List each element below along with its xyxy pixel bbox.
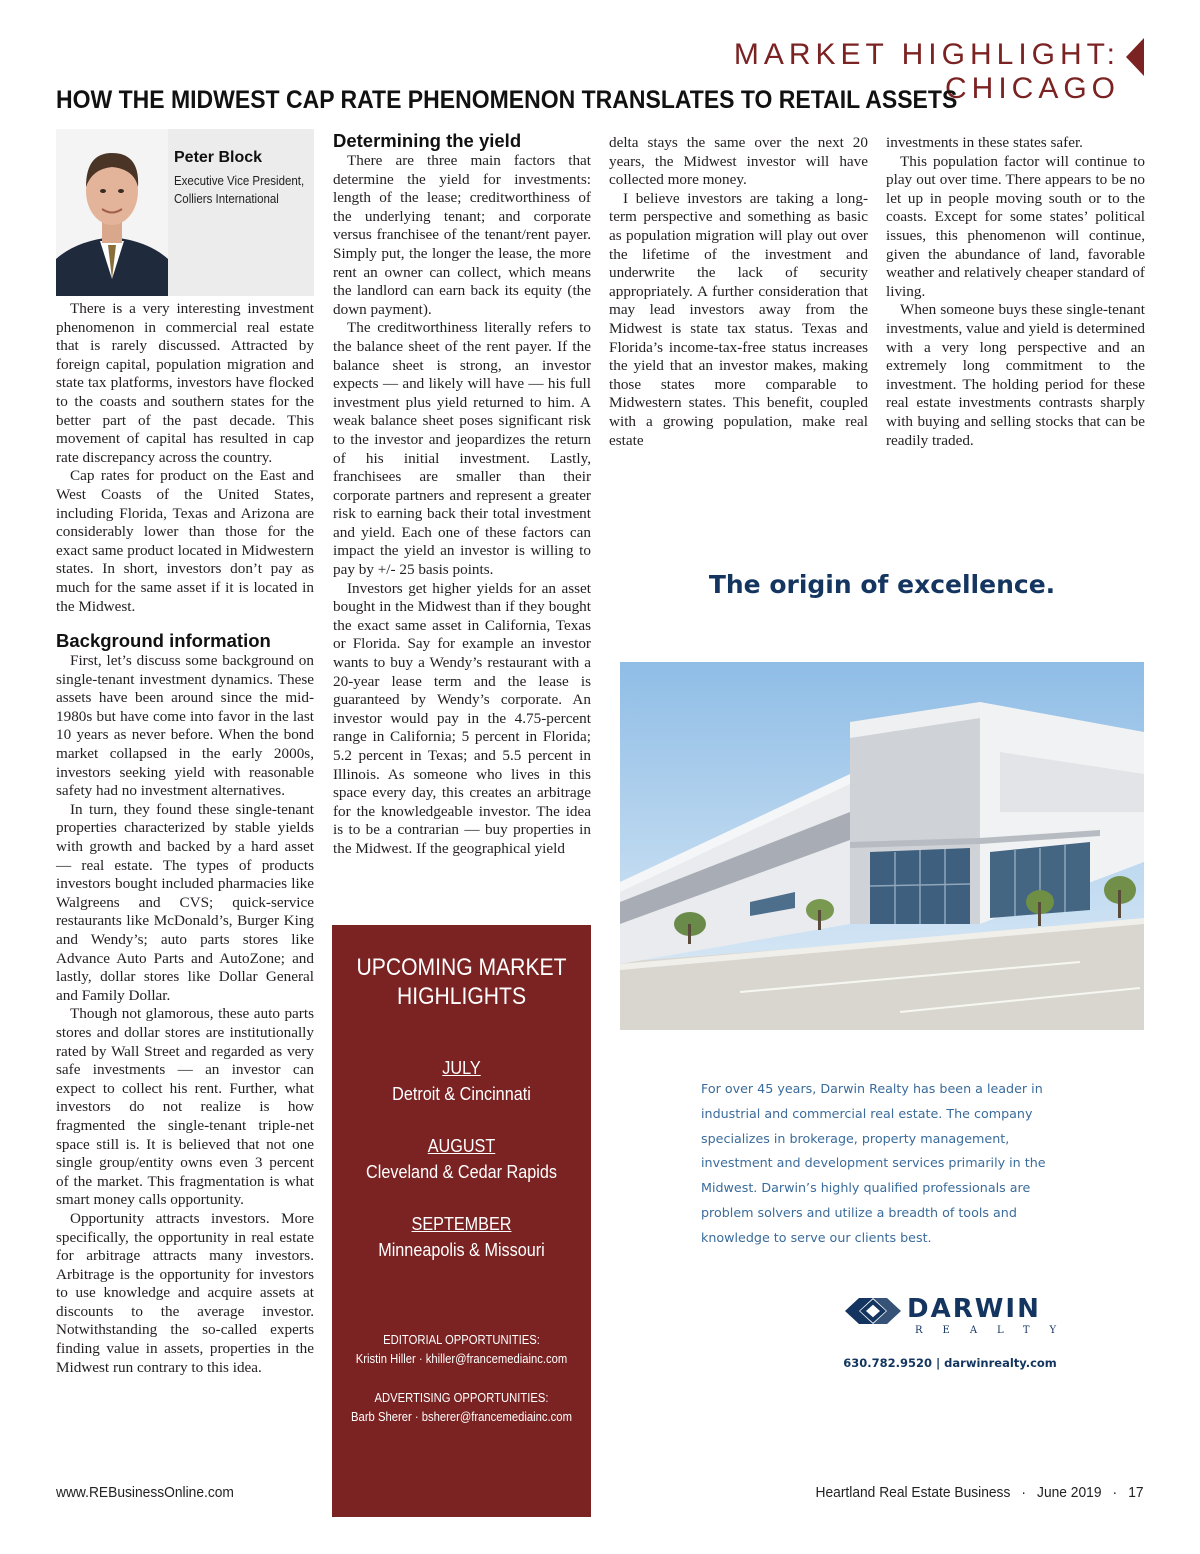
upcoming-month: AUGUST — [427, 1136, 496, 1156]
logo-subtitle: REALTY — [915, 1325, 1077, 1336]
article-column-2 — [333, 130, 591, 859]
footer-separator: · — [1021, 1484, 1027, 1501]
footer-publication: Heartland Real Estate Business — [815, 1484, 1011, 1501]
logo-wordmark: DARWIN — [907, 1294, 1041, 1324]
section-arrow-icon — [1126, 38, 1144, 76]
upcoming-city: Detroit & Cincinnati — [392, 1084, 531, 1104]
ad-building-photo — [620, 662, 1144, 1030]
article-column-3 — [609, 134, 868, 450]
section-tag: MARKET HIGHLIGHT: CHICAGO — [733, 38, 1120, 105]
paragraph: I believe investors are taking a long-term perspective and something as basic as population migration will play out over the lifetime of the investment and underwrite the lack of security appropriately. A further consideration that may lead investors away from the Midwest is state tax status. Texas and Florida’s income-tax-free status increases the yield that an investor makes, making those states more comparable to Midwestern states. This benefit, coupled with a growing population, make real estate — [609, 189, 868, 449]
upcoming-title-line: UPCOMING MARKET — [356, 954, 567, 981]
paragraph: In turn, they found these single-tenant properties characterized by stable yields with growth and backed by a hard asset — real estate. The types of products investors bought included pharmacies like Walgreens and CVS; quick-service restaurants like McDonald’s, Burger King and Wendy’s; auto parts stores like Advance Auto Parts and AutoZone; and lastly, dollar stores like Dollar General and Family Dollar. — [56, 800, 314, 1004]
editorial-label: EDITORIAL OPPORTUNITIES: — [383, 1333, 540, 1347]
article-headline: HOW THE MIDWEST CAP RATE PHENOMENON TRANSLATES TO RETAIL ASSETS — [56, 86, 958, 114]
upcoming-title — [348, 953, 576, 1011]
paragraph: Investors get higher yields for an asset bought in the Midwest than if they bought the exact same asset in California, Texas or Florida. Say for example an investor wants to buy a Wendy’s restaurant with a 20-year lease term and the lease is guaranteed by Wendy’s corporate. An investor would pay in the 4.75-percent range in California; 5 percent in Florida; 5.2 percent in Texas; and 5.5 percent in Illinois. As someone who lives in this space every day, this creates an arbitrage for the knowledgeable investor. The idea is to be a contrarian — buy properties in the Midwest. If the geographical yield — [333, 579, 591, 857]
article-column-1 — [56, 300, 314, 1377]
paragraph: This population factor will continue to play out over time. There appears to be no let up in people moving south or to the coasts. Except for some states’ political issues, this phenomenon will continue, given the abundance of land, favorable weather and relatively cheaper standard of living. — [886, 152, 1145, 300]
paragraph: First, let’s discuss some background on single-tenant investment dynamics. These assets have been around since the mid-1980s but have come into favor in the last 10 years as never before. When the bond market collapsed in the early 2000s, investors seeking yield with reasonable safety had no investment alternatives. — [56, 652, 314, 800]
subheading-yield: Determining the yield — [333, 130, 522, 151]
paragraph: Though not glamorous, these auto parts stores and dollar stores are institutionally rated by Wall Street and regarded as very safe investments — an investor can expect to collect his rent. Further, what investors do not realize is how fragmented the single-tenant triple-net space still is. It is believed that not one single group/entity owns even 3 percent of the market. This fragmentation is what smart money calls opportunity. — [56, 1005, 314, 1209]
advertising-label: ADVERTISING OPPORTUNITIES: — [374, 1391, 549, 1405]
article-column-4 — [886, 134, 1145, 450]
ad-tagline: The origin of excellence. — [708, 570, 1056, 599]
paragraph: When someone buys these single-tenant investments, value and yield is determined with a very long perspective and an extremely long commitment to the investment. The holding period for these real estate investments contrasts sharply with buying and selling stocks that can be readily traded. — [886, 301, 1145, 449]
author-title-line: Executive Vice President, — [174, 174, 305, 188]
editorial-contact: Kristin Hiller · khiller@francemediainc.com — [355, 1352, 568, 1366]
darwin-logo — [843, 1294, 1077, 1339]
footer-publication-info — [816, 1484, 1144, 1501]
paragraph: The creditworthiness literally refers to the balance sheet of the rent payer. If the balance sheet is strong, an investor expects — and likely will have — his full investment plus yield returned to him. A weak balance sheet poses significant risk to the investor and jeopardizes the return of his initial investment. Lastly, franchisees are smaller than their corporate partners and represent a greater risk to earning back their total investment and yield. Each one of these factors can impact the yield an investor is willing to pay by +/- 25 basis points. — [333, 319, 591, 579]
paragraph: There are three main factors that determine the yield for investments: length of the lease; creditworthiness of the underlying tenant; and corporate versus franchisee of the tenant/rent payer. Simply put, the longer the lease, the more rent an owner can collect, which means the landlord can earn back its equity (the down payment). — [333, 152, 591, 318]
footer-issue: June 2019 — [1037, 1484, 1102, 1501]
author-company-line: Colliers International — [174, 192, 279, 206]
paragraph: delta stays the same over the next 20 years, the Midwest investor will have collected more money. — [609, 134, 868, 189]
paragraph: Cap rates for product on the East and West Coasts of the United States, including Florida, Texas and Arizona are considerably lower than those for the exact same product located in Midwestern states. In short, investors don’t pay as much for the same asset if it is located in the Midwest. — [56, 467, 314, 615]
author-title — [174, 172, 303, 208]
upcoming-city: Minneapolis & Missouri — [378, 1240, 545, 1260]
advertising-contact: Barb Sherer · bsherer@francemediainc.com — [351, 1410, 572, 1424]
paragraph: There is a very interesting investment phenomenon in commercial real estate that is rarely discussed. Attracted by foreign capital, population migration and state tax platforms, investors have flocked to the coasts and southern states for the better part of the past decade. This movement of capital has resulted in cap rate discrepancy across the country. — [56, 300, 314, 466]
footer-separator: · — [1113, 1484, 1118, 1501]
ad-contact[interactable]: 630.782.9520 | darwinrealty.com — [843, 1356, 1057, 1370]
subheading-background: Background information — [56, 630, 271, 652]
upcoming-month: SEPTEMBER — [411, 1214, 512, 1234]
darwin-logo-mark-icon — [843, 1296, 903, 1326]
author-name: Peter Block — [174, 149, 263, 166]
paragraph: Opportunity attracts investors. More specifically, the opportunity in real estate for arbitrage attracts many investors. Arbitrage is the opportunity for investors to use knowledge and acquire assets at discounts to the average investor. Notwithstanding the so-called experts finding value in assets, properties in the Midwest run contrary to this idea. — [56, 1209, 314, 1376]
upcoming-highlights-box — [332, 925, 591, 1517]
paragraph: investments in these states safer. — [886, 134, 1083, 151]
author-photo — [56, 129, 168, 296]
upcoming-city: Cleveland & Cedar Rapids — [366, 1162, 557, 1182]
page-number: 17 — [1128, 1484, 1144, 1501]
upcoming-title-line: HIGHLIGHTS — [396, 983, 527, 1010]
author-box — [56, 129, 314, 296]
upcoming-month: JULY — [442, 1058, 481, 1078]
footer-website[interactable]: www.REBusinessOnline.com — [56, 1484, 234, 1501]
ad-description: For over 45 years, Darwin Realty has been a leader in industrial and commercial real estate. The company specializes in brokerage, property management, investment and development services primarily in the Midwest. Darwin’s highly qualified professionals are problem solvers and utilize a breadth of tools and knowledge to serve our clients best. — [701, 1081, 1046, 1245]
